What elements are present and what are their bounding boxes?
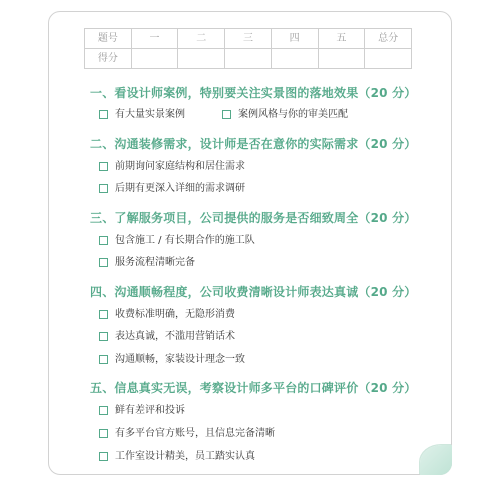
section-2-option-2[interactable]: 后期有更深入详细的需求调研	[99, 182, 245, 196]
section-5-title: 五、信息真实无误，考察设计师多平台的口碑评价（20 分）	[90, 381, 417, 395]
section-5-option-1[interactable]: 鲜有差评和投诉	[99, 404, 185, 418]
score-table-score-row	[85, 49, 412, 69]
section-2-title: 二、沟通装修需求，设计师是否在意你的实际需求（20 分）	[90, 137, 417, 151]
section-2	[90, 136, 416, 152]
section-5-option-2[interactable]: 有多平台官方账号，且信息完备清晰	[99, 427, 275, 441]
score-header-label: 题号	[85, 29, 132, 49]
checkbox-icon[interactable]	[99, 452, 108, 461]
checkbox-icon[interactable]	[99, 332, 108, 341]
checkbox-icon[interactable]	[99, 184, 108, 193]
score-cell-5[interactable]	[318, 49, 365, 69]
section-4	[90, 284, 416, 300]
section-4-option-1[interactable]: 收费标准明确，无隐形消费	[99, 308, 235, 322]
section-1	[90, 85, 416, 101]
score-row-label: 得分	[85, 49, 132, 69]
score-header-total: 总分	[365, 29, 412, 49]
checkbox-icon[interactable]	[99, 258, 108, 267]
checkbox-icon[interactable]	[99, 406, 108, 415]
section-3	[90, 210, 416, 226]
section-1-title: 一、看设计师案例，特别要关注实景图的落地效果（20 分）	[90, 86, 417, 100]
section-3-title: 三、了解服务项目，公司提供的服务是否细致周全（20 分）	[90, 211, 417, 225]
section-4-option-3[interactable]: 沟通顺畅，家装设计理念一致	[99, 353, 245, 367]
score-header-1: 一	[131, 29, 178, 49]
score-header-5: 五	[318, 29, 365, 49]
score-header-2: 二	[178, 29, 225, 49]
score-cell-1[interactable]	[131, 49, 178, 69]
checkbox-icon[interactable]	[99, 236, 108, 245]
checkbox-icon[interactable]	[99, 429, 108, 438]
score-table-header-row	[85, 29, 412, 49]
score-table	[84, 28, 412, 69]
score-cell-3[interactable]	[225, 49, 272, 69]
score-header-3: 三	[225, 29, 272, 49]
score-cell-2[interactable]	[178, 49, 225, 69]
section-1-option-1[interactable]: 有大量实景案例	[99, 108, 185, 122]
section-4-title: 四、沟通顺畅程度，公司收费清晰设计师表达真诚（20 分）	[90, 285, 417, 299]
section-5-option-3[interactable]: 工作室设计精美，员工踏实认真	[99, 450, 255, 464]
checkbox-icon[interactable]	[99, 110, 108, 119]
checkbox-icon[interactable]	[222, 110, 231, 119]
section-3-option-2[interactable]: 服务流程清晰完备	[99, 256, 195, 270]
score-cell-total[interactable]	[365, 49, 412, 69]
score-header-4: 四	[271, 29, 318, 49]
score-cell-4[interactable]	[271, 49, 318, 69]
checkbox-icon[interactable]	[99, 355, 108, 364]
section-3-option-1[interactable]: 包含施工 / 有长期合作的施工队	[99, 234, 255, 248]
checkbox-icon[interactable]	[99, 310, 108, 319]
section-2-option-1[interactable]: 前期询问家庭结构和居住需求	[99, 160, 245, 174]
section-1-option-2[interactable]: 案例风格与你的审美匹配	[222, 108, 348, 122]
checkbox-icon[interactable]	[99, 162, 108, 171]
section-4-option-2[interactable]: 表达真诚，不滥用营销话术	[99, 330, 235, 344]
section-5	[90, 380, 416, 396]
